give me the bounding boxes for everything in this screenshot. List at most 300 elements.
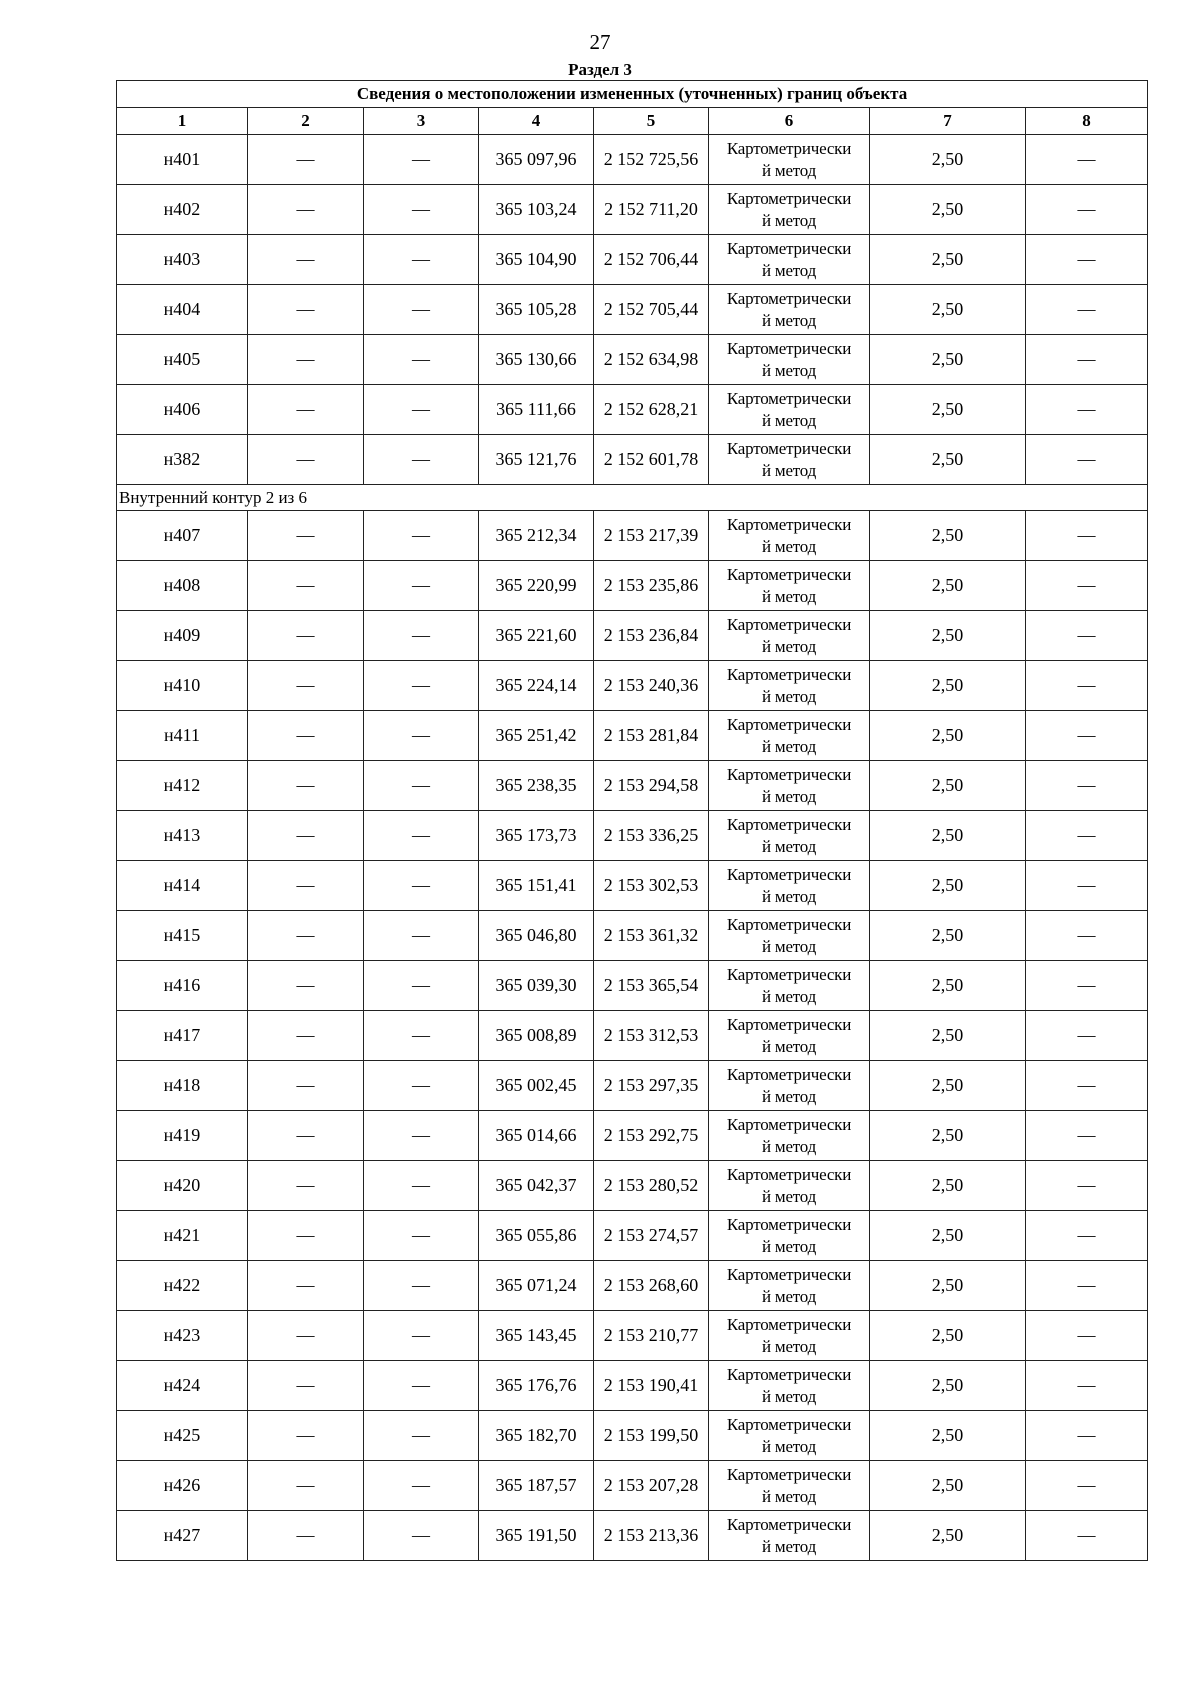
accuracy-cell: 2,50 [870,385,1026,435]
method-line-2: й метод [761,1186,817,1206]
method-line-2: й метод [761,460,817,480]
method-line-1: Картометрически [726,238,852,258]
table-cell: — [248,1461,364,1511]
point-name-cell: н409 [117,611,248,661]
table-cell: — [248,1211,364,1261]
accuracy-cell: 2,50 [870,1261,1026,1311]
table-cell: — [1026,1161,1148,1211]
table-row [117,1311,1148,1361]
table-cell: — [364,435,479,485]
method-cell [709,1511,870,1561]
coordinate-y-cell: 2 152 706,44 [594,235,709,285]
coordinate-y-cell: 2 153 190,41 [594,1361,709,1411]
method-cell [709,1361,870,1411]
table-cell: — [248,135,364,185]
method-line-2: й метод [761,1286,817,1306]
table-cell: — [1026,1061,1148,1111]
method-cell [709,1011,870,1061]
method-line-1: Картометрически [726,1464,852,1484]
table-cell: — [248,961,364,1011]
method-cell [709,335,870,385]
coordinate-y-cell: 2 153 268,60 [594,1261,709,1311]
table-cell: — [364,811,479,861]
point-name-cell: н426 [117,1461,248,1511]
coordinate-x-cell: 365 014,66 [479,1111,594,1161]
contour-label: Внутренний контур 2 из 6 [117,485,1148,511]
method-line-1: Картометрически [726,1364,852,1384]
table-cell: — [364,861,479,911]
table-cell: — [1026,761,1148,811]
coordinate-y-cell: 2 153 361,32 [594,911,709,961]
point-name-cell: н407 [117,511,248,561]
point-name-cell: н382 [117,435,248,485]
table-cell: — [248,811,364,861]
coordinate-y-cell: 2 153 210,77 [594,1311,709,1361]
method-line-2: й метод [761,886,817,906]
method-line-2: й метод [761,686,817,706]
method-line-2: й метод [761,1436,817,1456]
coordinate-x-cell: 365 121,76 [479,435,594,485]
section-title: Раздел 3 [568,60,632,79]
point-name-cell: н406 [117,385,248,435]
point-name-cell: н402 [117,185,248,235]
coordinate-x-cell: 365 130,66 [479,335,594,385]
method-line-1: Картометрически [726,288,852,308]
method-line-1: Картометрически [726,1214,852,1234]
table-cell: — [1026,1361,1148,1411]
method-line-1: Картометрически [726,388,852,408]
table-cell: — [1026,335,1148,385]
method-line-2: й метод [761,1136,817,1156]
method-cell [709,711,870,761]
column-header: 3 [364,108,479,135]
point-name-cell: н414 [117,861,248,911]
table-cell: — [1026,661,1148,711]
table-cell: — [1026,1211,1148,1261]
method-line-2: й метод [761,1036,817,1056]
table-cell: — [1026,385,1148,435]
coordinate-y-cell: 2 152 725,56 [594,135,709,185]
table-cell: — [1026,285,1148,335]
table-cell: — [364,135,479,185]
point-name-cell: н416 [117,961,248,1011]
table-row [117,235,1148,285]
table-cell: — [364,185,479,235]
table-row [117,285,1148,335]
table-cell: — [364,335,479,385]
table-cell: — [248,235,364,285]
coordinate-y-cell: 2 153 302,53 [594,861,709,911]
coordinate-x-cell: 365 191,50 [479,1511,594,1561]
page-number: 27 [589,30,611,54]
table-cell: — [248,1111,364,1161]
table-cell: — [1026,911,1148,961]
table-cell: — [364,1261,479,1311]
coordinate-y-cell: 2 153 336,25 [594,811,709,861]
coordinate-y-cell: 2 152 628,21 [594,385,709,435]
method-line-1: Картометрически [726,1314,852,1334]
table-row [117,1061,1148,1111]
accuracy-cell: 2,50 [870,285,1026,335]
column-header: 1 [117,108,248,135]
method-line-1: Картометрически [726,514,852,534]
table-cell: — [364,1511,479,1561]
coordinate-x-cell: 365 105,28 [479,285,594,335]
method-cell [709,1211,870,1261]
table-row [117,861,1148,911]
accuracy-cell: 2,50 [870,861,1026,911]
method-line-1: Картометрически [726,864,852,884]
accuracy-cell: 2,50 [870,711,1026,761]
table-cell: — [364,1011,479,1061]
method-line-2: й метод [761,1236,817,1256]
table-cell: — [248,911,364,961]
table-cell: — [1026,961,1148,1011]
method-line-2: й метод [761,786,817,806]
accuracy-cell: 2,50 [870,1161,1026,1211]
method-line-1: Картометрически [726,1064,852,1084]
table-cell: — [364,761,479,811]
coordinate-x-cell: 365 002,45 [479,1061,594,1111]
coordinate-y-cell: 2 153 274,57 [594,1211,709,1261]
table-cell: — [364,385,479,435]
table-cell: — [248,611,364,661]
method-cell [709,511,870,561]
method-cell [709,435,870,485]
point-name-cell: н401 [117,135,248,185]
method-line-2: й метод [761,736,817,756]
accuracy-cell: 2,50 [870,1511,1026,1561]
coordinate-y-cell: 2 153 217,39 [594,511,709,561]
table-cell: — [364,961,479,1011]
table-cell: — [1026,711,1148,761]
method-line-1: Картометрически [726,1164,852,1184]
coordinate-y-cell: 2 153 213,36 [594,1511,709,1561]
method-cell [709,185,870,235]
coordinate-y-cell: 2 152 601,78 [594,435,709,485]
table-cell: — [1026,511,1148,561]
table-row [117,511,1148,561]
table-cell: — [1026,185,1148,235]
method-cell [709,911,870,961]
method-line-1: Картометрически [726,438,852,458]
table-cell: — [1026,1511,1148,1561]
table-cell: — [364,1061,479,1111]
table-row [117,1211,1148,1261]
table-row [117,1411,1148,1461]
table-cell: — [248,435,364,485]
table-cell: — [1026,811,1148,861]
table-cell: — [248,1161,364,1211]
method-line-1: Картометрически [726,1014,852,1034]
accuracy-cell: 2,50 [870,811,1026,861]
table-cell: — [248,511,364,561]
table-cell: — [1026,1011,1148,1061]
table-cell: — [364,661,479,711]
table-cell: — [1026,1461,1148,1511]
accuracy-cell: 2,50 [870,511,1026,561]
coordinate-x-cell: 365 111,66 [479,385,594,435]
accuracy-cell: 2,50 [870,235,1026,285]
column-header-row [117,108,1148,135]
method-line-1: Картометрически [726,188,852,208]
table-cell: — [1026,611,1148,661]
point-name-cell: н403 [117,235,248,285]
accuracy-cell: 2,50 [870,135,1026,185]
table-cell: — [364,1411,479,1461]
coordinate-x-cell: 365 182,70 [479,1411,594,1461]
method-cell [709,1461,870,1511]
table-row [117,1261,1148,1311]
table-row [117,135,1148,185]
accuracy-cell: 2,50 [870,1361,1026,1411]
table-row [117,961,1148,1011]
table-row [117,911,1148,961]
method-cell [709,1311,870,1361]
table-cell: — [1026,561,1148,611]
table-row [117,1511,1148,1561]
accuracy-cell: 2,50 [870,761,1026,811]
column-header: 2 [248,108,364,135]
table-row [117,385,1148,435]
table-row [117,435,1148,485]
method-cell [709,385,870,435]
point-name-cell: н415 [117,911,248,961]
method-cell [709,861,870,911]
table-row [117,661,1148,711]
table-cell: — [1026,1311,1148,1361]
method-cell [709,285,870,335]
table-cell: — [248,1261,364,1311]
method-cell [709,135,870,185]
table-row [117,761,1148,811]
table-cell: — [248,711,364,761]
table-cell: — [364,711,479,761]
accuracy-cell: 2,50 [870,1211,1026,1261]
coordinate-x-cell: 365 187,57 [479,1461,594,1511]
coordinate-y-cell: 2 153 297,35 [594,1061,709,1111]
coordinate-y-cell: 2 153 312,53 [594,1011,709,1061]
point-name-cell: н411 [117,711,248,761]
table-row [117,1011,1148,1061]
method-cell [709,1111,870,1161]
table-row [117,811,1148,861]
accuracy-cell: 2,50 [870,911,1026,961]
method-line-1: Картометрически [726,714,852,734]
coordinate-y-cell: 2 152 705,44 [594,285,709,335]
method-line-1: Картометрически [726,914,852,934]
table-cell: — [1026,1111,1148,1161]
accuracy-cell: 2,50 [870,561,1026,611]
table-cell: — [364,1461,479,1511]
table-caption: Сведения о местоположении измененных (уточненных) границ объекта [117,81,1148,108]
table-cell: — [248,1311,364,1361]
coordinate-x-cell: 365 238,35 [479,761,594,811]
accuracy-cell: 2,50 [870,1061,1026,1111]
method-cell [709,761,870,811]
coordinate-x-cell: 365 103,24 [479,185,594,235]
method-line-2: й метод [761,836,817,856]
table-cell: — [1026,235,1148,285]
accuracy-cell: 2,50 [870,611,1026,661]
method-line-2: й метод [761,360,817,380]
coordinate-x-cell: 365 221,60 [479,611,594,661]
table-row [117,335,1148,385]
table-row [117,1361,1148,1411]
table-cell: — [248,1511,364,1561]
coordinate-x-cell: 365 008,89 [479,1011,594,1061]
contour-separator-row [117,485,1148,511]
coordinate-y-cell: 2 153 236,84 [594,611,709,661]
column-header: 5 [594,108,709,135]
table-cell: — [1026,135,1148,185]
accuracy-cell: 2,50 [870,1011,1026,1061]
point-name-cell: н417 [117,1011,248,1061]
table-cell: — [364,561,479,611]
table-row [117,1461,1148,1511]
method-cell [709,811,870,861]
point-name-cell: н425 [117,1411,248,1461]
method-line-1: Картометрически [726,1414,852,1434]
method-cell [709,1261,870,1311]
table-cell: — [1026,1411,1148,1461]
point-name-cell: н418 [117,1061,248,1111]
coordinate-x-cell: 365 071,24 [479,1261,594,1311]
method-line-2: й метод [761,310,817,330]
method-cell [709,1161,870,1211]
table-row [117,185,1148,235]
coordinate-x-cell: 365 176,76 [479,1361,594,1411]
accuracy-cell: 2,50 [870,1461,1026,1511]
accuracy-cell: 2,50 [870,1411,1026,1461]
point-name-cell: н410 [117,661,248,711]
method-line-2: й метод [761,986,817,1006]
table-cell: — [248,335,364,385]
table-cell: — [364,1111,479,1161]
point-name-cell: н423 [117,1311,248,1361]
method-line-2: й метод [761,210,817,230]
point-name-cell: н421 [117,1211,248,1261]
accuracy-cell: 2,50 [870,961,1026,1011]
point-name-cell: н404 [117,285,248,335]
point-name-cell: н408 [117,561,248,611]
point-name-cell: н424 [117,1361,248,1411]
table-cell: — [364,285,479,335]
coordinate-x-cell: 365 173,73 [479,811,594,861]
table-cell: — [248,1011,364,1061]
accuracy-cell: 2,50 [870,185,1026,235]
table-row [117,711,1148,761]
method-line-2: й метод [761,1086,817,1106]
table-cell: — [248,861,364,911]
table-cell: — [248,561,364,611]
point-name-cell: н422 [117,1261,248,1311]
table-cell: — [1026,1261,1148,1311]
method-line-2: й метод [761,260,817,280]
point-name-cell: н420 [117,1161,248,1211]
coordinate-x-cell: 365 104,90 [479,235,594,285]
method-line-1: Картометрически [726,614,852,634]
method-line-1: Картометрически [726,564,852,584]
point-name-cell: н413 [117,811,248,861]
method-cell [709,961,870,1011]
method-line-2: й метод [761,536,817,556]
method-cell [709,561,870,611]
table-cell: — [364,611,479,661]
method-cell [709,1411,870,1461]
point-name-cell: н405 [117,335,248,385]
method-line-1: Картометрически [726,664,852,684]
method-line-2: й метод [761,1336,817,1356]
coordinate-x-cell: 365 151,41 [479,861,594,911]
table-cell: — [248,285,364,335]
coordinate-y-cell: 2 153 292,75 [594,1111,709,1161]
point-name-cell: н412 [117,761,248,811]
method-line-1: Картометрически [726,338,852,358]
table-cell: — [364,911,479,961]
coordinate-y-cell: 2 153 365,54 [594,961,709,1011]
method-line-1: Картометрически [726,964,852,984]
table-cell: — [364,1311,479,1361]
table-cell: — [248,185,364,235]
method-line-2: й метод [761,1536,817,1556]
coordinate-y-cell: 2 153 294,58 [594,761,709,811]
accuracy-cell: 2,50 [870,1111,1026,1161]
method-line-1: Картометрически [726,764,852,784]
method-line-2: й метод [761,636,817,656]
method-cell [709,1061,870,1111]
method-line-1: Картометрически [726,814,852,834]
table-cell: — [248,1411,364,1461]
method-line-2: й метод [761,410,817,430]
coordinate-x-cell: 365 042,37 [479,1161,594,1211]
coordinate-x-cell: 365 097,96 [479,135,594,185]
method-line-2: й метод [761,1486,817,1506]
coordinate-x-cell: 365 055,86 [479,1211,594,1261]
table-cell: — [364,1361,479,1411]
coordinate-y-cell: 2 153 240,36 [594,661,709,711]
table-cell: — [364,1161,479,1211]
coordinate-x-cell: 365 212,34 [479,511,594,561]
accuracy-cell: 2,50 [870,435,1026,485]
coordinate-y-cell: 2 153 199,50 [594,1411,709,1461]
coordinate-x-cell: 365 046,80 [479,911,594,961]
table-row [117,561,1148,611]
coordinate-y-cell: 2 153 280,52 [594,1161,709,1211]
table-row [117,1111,1148,1161]
coordinate-x-cell: 365 224,14 [479,661,594,711]
coordinate-x-cell: 365 220,99 [479,561,594,611]
coordinate-y-cell: 2 153 235,86 [594,561,709,611]
method-line-1: Картометрически [726,1114,852,1134]
table-cell: — [364,511,479,561]
method-line-2: й метод [761,936,817,956]
table-cell: — [364,235,479,285]
accuracy-cell: 2,50 [870,661,1026,711]
method-line-2: й метод [761,160,817,180]
table-cell: — [248,661,364,711]
table-cell: — [1026,861,1148,911]
coordinate-y-cell: 2 152 711,20 [594,185,709,235]
column-header: 6 [709,108,870,135]
method-cell [709,235,870,285]
method-line-1: Картометрически [726,1264,852,1284]
method-line-2: й метод [761,586,817,606]
table-cell: — [248,1061,364,1111]
table-cell: — [248,385,364,435]
method-cell [709,611,870,661]
method-line-1: Картометрически [726,1514,852,1534]
